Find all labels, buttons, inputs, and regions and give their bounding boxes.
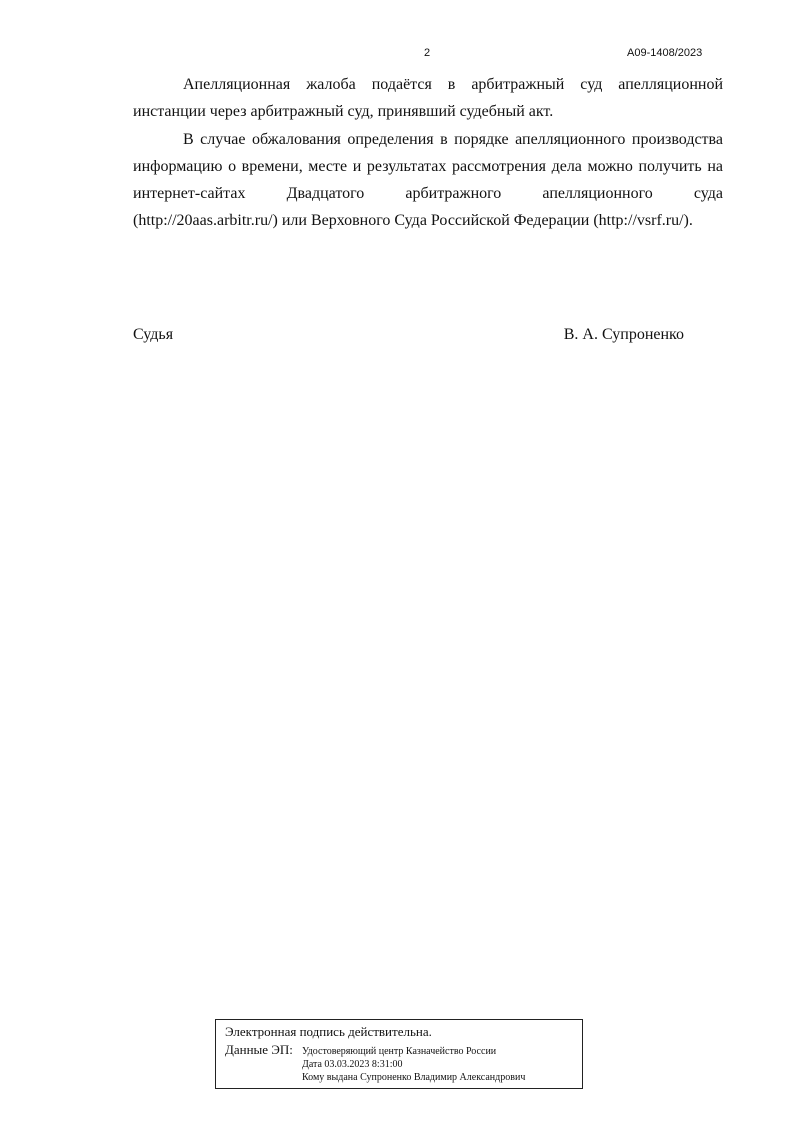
judge-name: В. А. Супроненко xyxy=(563,326,684,343)
signature-valid-text: Электронная подпись действительна. xyxy=(225,1024,432,1039)
text-line: интернет-сайтах Двадцатого арбитражного апелляционного суда xyxy=(133,185,723,203)
paragraph-appeal-filing xyxy=(133,71,723,126)
signature-date: Дата 03.03.2023 8:31:00 xyxy=(302,1059,403,1070)
electronic-signature-stamp xyxy=(215,1019,583,1089)
signature-issued-to: Кому выдана Супроненко Владимир Александрович xyxy=(302,1072,526,1083)
judge-role: Судья xyxy=(133,326,174,343)
signature-issuer: Удостоверяющий центр Казначейство России xyxy=(302,1046,497,1057)
text-line: Апелляционная жалоба подаётся в арбитражный суд апелляционной xyxy=(183,76,723,93)
document-body xyxy=(133,71,723,235)
signature-details xyxy=(302,1045,525,1084)
page-number: 2 xyxy=(424,47,431,59)
case-number: А09-1408/2023 xyxy=(627,47,703,59)
text-line: информацию о времени, месте и результатах рассмотрения дела можно получить на xyxy=(133,157,723,175)
signature-row xyxy=(133,326,684,344)
paragraph-appeal-info xyxy=(133,126,723,235)
signature-data-label: Данные ЭП: xyxy=(225,1042,293,1057)
text-line: (http://20aas.arbitr.ru/) или Верховного Суда Российской Федерации (http://vsrf.ru/). xyxy=(133,212,693,230)
text-line: инстанции через арбитражный суд, принявший судебный акт. xyxy=(133,103,554,121)
text-line: В случае обжалования определения в порядке апелляционного производства xyxy=(183,130,723,148)
